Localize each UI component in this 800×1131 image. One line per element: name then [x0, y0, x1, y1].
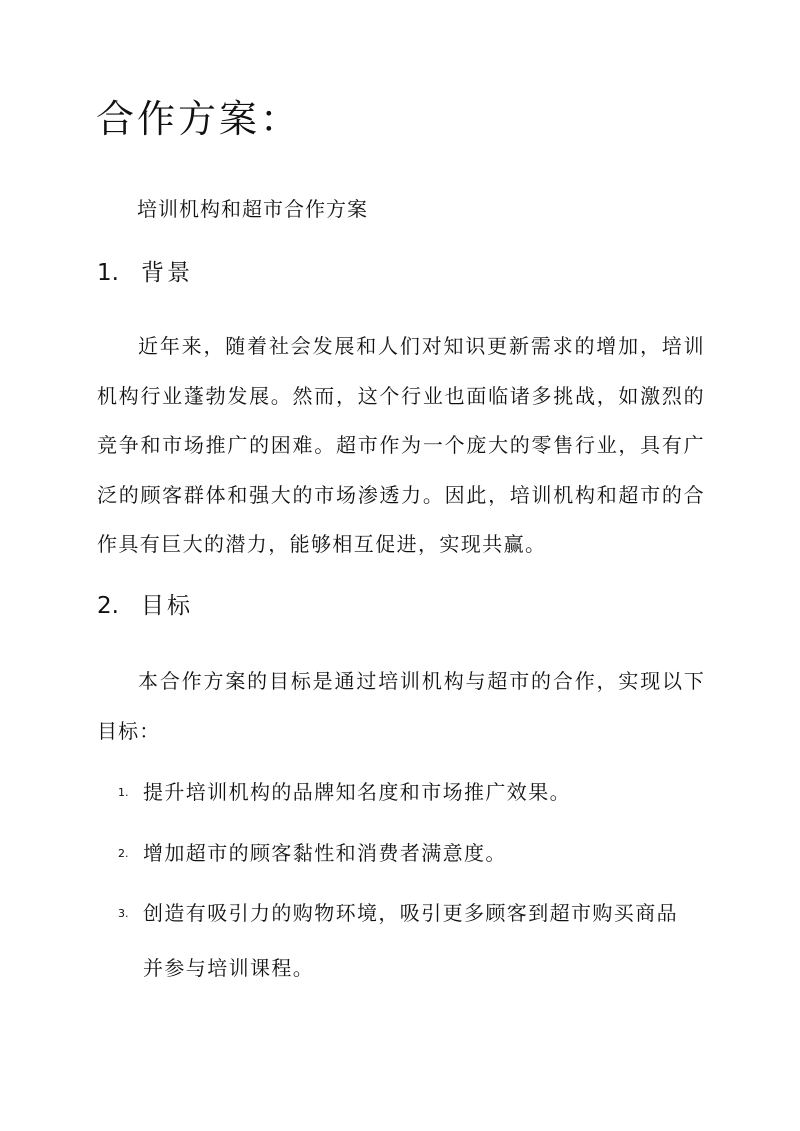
list-marker: 1. [118, 786, 129, 799]
goals-paragraph: 本合作方案的目标是通过培训机构与超市的合作，实现以下目标： [97, 669, 705, 743]
list-item [118, 765, 698, 820]
background-paragraph: 近年来，随着社会发展和人们对知识更新需求的增加，培训机构行业蓬勃发展。然而，这个行业也面临诸多挑战，如激烈的竞争和市场推广的困难。超市作为一个庞大的零售行业，具有广泛的顾客群体和强大的市场渗透力。因此，培训机构和超市的合作具有巨大的潜力，能够相互促进，实现共赢。 [97, 334, 705, 556]
list-item [118, 886, 698, 996]
page-title: 合作方案： [96, 97, 302, 141]
list-item [118, 826, 698, 881]
document-subtitle: 培训机构和超市合作方案 [137, 197, 368, 221]
list-marker: 2. [118, 847, 129, 860]
list-marker: 3. [118, 907, 129, 920]
section-title: 目标 [141, 593, 193, 619]
section-heading-background [97, 256, 193, 290]
section-number: 1. [97, 260, 119, 286]
list-item-text: 增加超市的顾客黏性和消费者满意度。 [143, 841, 507, 865]
list-item-text: 创造有吸引力的购物环境，吸引更多顾客到超市购买商品并参与培训课程。 [143, 901, 678, 980]
section-number: 2. [97, 593, 119, 619]
section-title: 背景 [141, 260, 193, 286]
section-heading-goals [97, 589, 193, 623]
list-item-text: 提升培训机构的品牌知名度和市场推广效果。 [143, 780, 571, 804]
